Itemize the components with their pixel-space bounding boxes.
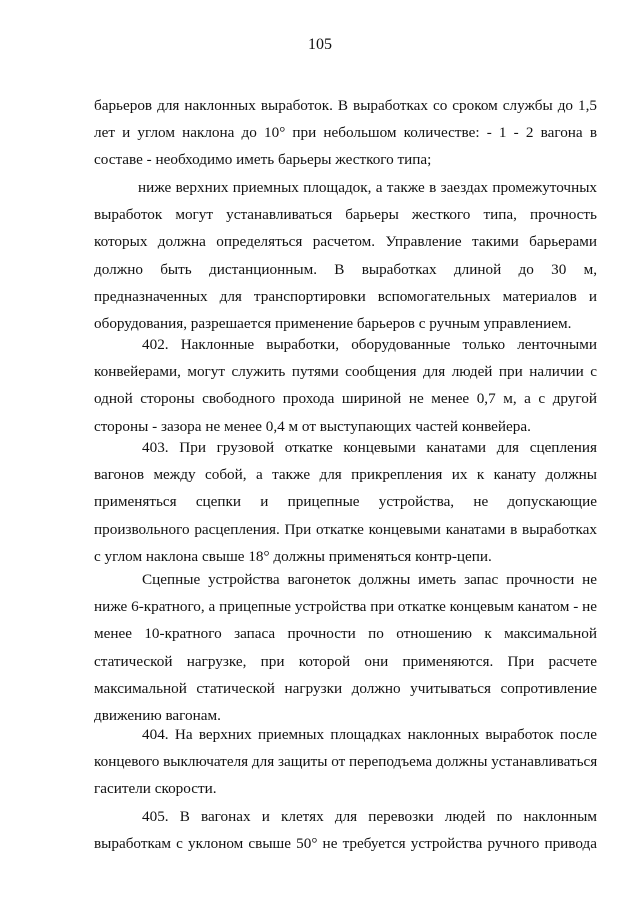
paragraph-404 bbox=[94, 721, 597, 803]
paragraph-upper-platforms bbox=[94, 174, 597, 337]
text-line: Сцепные устройства вагонеток должны иметь запас прочности не bbox=[142, 571, 597, 588]
text-line: 403. При грузовой откатке концевыми канатами для сцепления bbox=[142, 439, 597, 456]
text-line: 404. На верхних приемных площадках наклонных выработок после bbox=[142, 726, 597, 743]
paragraph-coupling-strength bbox=[94, 566, 597, 729]
paragraph-403 bbox=[94, 434, 597, 570]
text-line: менее 10-кратного запаса прочности по отношению к максимальной bbox=[94, 625, 597, 643]
text-line: ниже 6-кратного, а прицепные устройства при откатке концевым канатом - не bbox=[94, 598, 597, 616]
text-line: конвейерами, могут служить путями сообщения для людей при наличии с bbox=[94, 363, 597, 381]
text-line: гасители скорости. bbox=[94, 780, 217, 798]
paragraph-barriers-continued bbox=[94, 92, 597, 174]
text-line: выработок могут устанавливаться барьеры жесткого типа, прочность bbox=[94, 206, 597, 224]
text-line: которых должна определяться расчетом. Управление такими барьерами bbox=[94, 233, 597, 251]
text-line: барьеров для наклонных выработок. В выработках со сроком службы до 1,5 bbox=[94, 97, 597, 114]
page-number: 105 bbox=[308, 36, 332, 53]
text-line: одной стороны свободного прохода шириной не менее 0,7 м, а с другой bbox=[94, 390, 597, 408]
text-line: движению вагонам. bbox=[94, 707, 221, 725]
text-line: максимальной статической нагрузки должно учитываться сопротивление bbox=[94, 679, 597, 697]
paragraph-405 bbox=[94, 803, 597, 857]
text-line: должно быть дистанционным. В выработках длиной до 30 м, bbox=[94, 260, 597, 278]
text-line: 402. Наклонные выработки, оборудованные только ленточными bbox=[142, 336, 597, 353]
text-line: 405. В вагонах и клетях для перевозки людей по наклонным bbox=[142, 808, 597, 825]
text-line: предназначенных для транспортировки вспомогательных материалов и bbox=[94, 287, 597, 305]
text-line: произвольного расцепления. При откатке концевыми канатами в выработках bbox=[94, 520, 597, 538]
text-line: стороны - зазора не менее 0,4 м от выступающих частей конвейера. bbox=[94, 417, 531, 435]
text-line: составе - необходимо иметь барьеры жесткого типа; bbox=[94, 151, 432, 169]
paragraph-402 bbox=[94, 331, 597, 440]
text-line: с углом наклона свыше 18° должны применяться контр-цепи. bbox=[94, 547, 492, 565]
text-line: вагонов между собой, а также для прикрепления их к канату должны bbox=[94, 466, 597, 484]
text-line: оборудования, разрешается применение барьеров с ручным управлением. bbox=[94, 315, 572, 333]
text-line: ниже верхних приемных площадок, а также в заездах промежуточных bbox=[138, 179, 597, 196]
text-line: лет и углом наклона до 10° при небольшом количестве: - 1 - 2 вагона в bbox=[94, 124, 597, 142]
text-line: концевого выключателя для защиты от переподъема должны устанавливаться bbox=[94, 753, 598, 771]
text-line: статической нагрузке, при которой они применяются. При расчете bbox=[94, 652, 597, 670]
text-line: выработкам с уклоном свыше 50° не требуется устройства ручного привода bbox=[94, 835, 597, 853]
text-line: применяться сцепки и прицепные устройства, не допускающие bbox=[94, 493, 597, 511]
